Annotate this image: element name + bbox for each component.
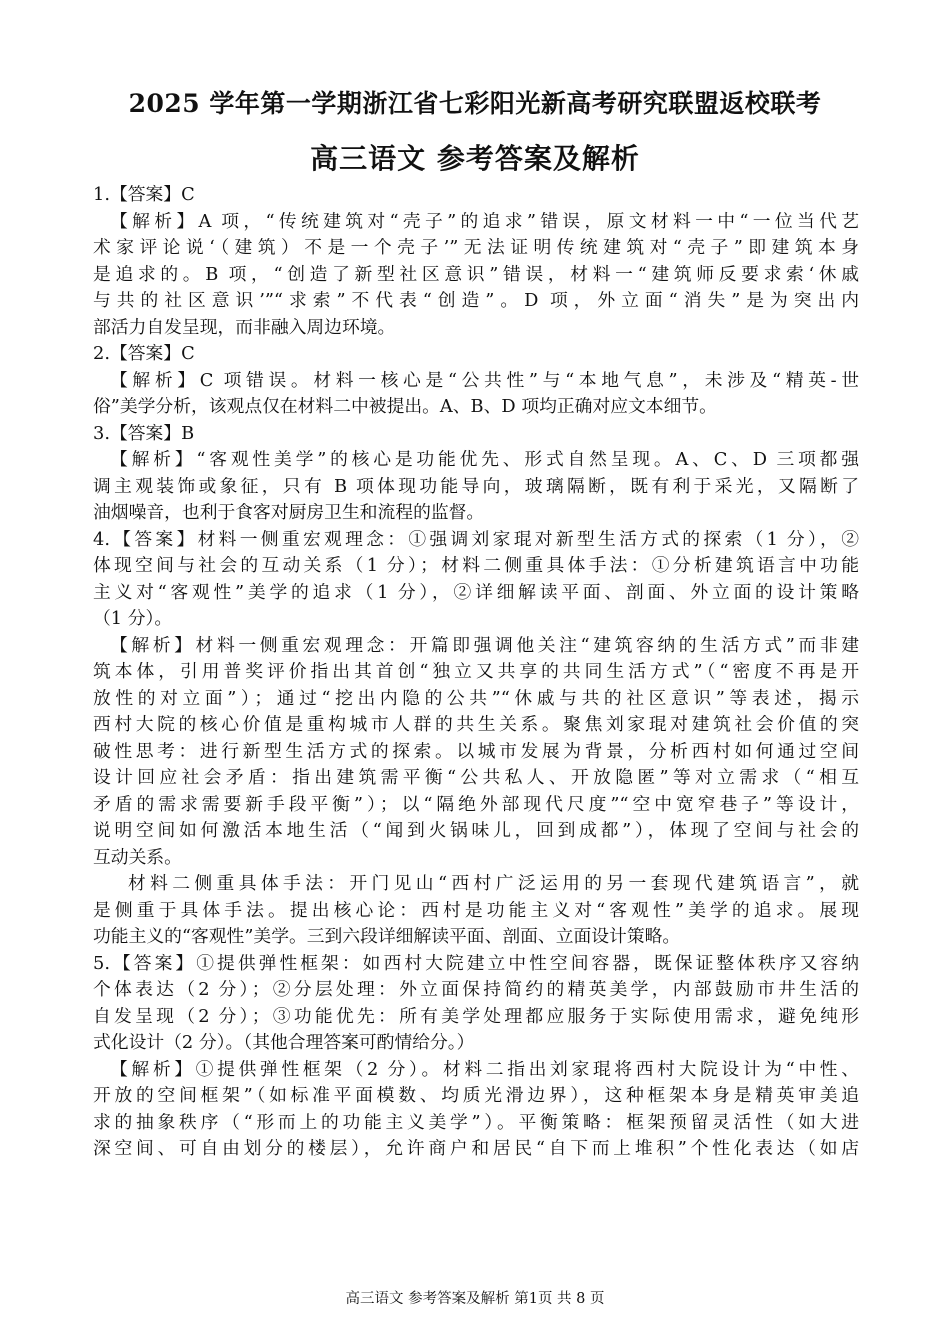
text-line: （1 分）。 [93,608,173,629]
text-line: 术家评论说‘（建筑）不是一个壳子’”无法证明传统建筑对“壳子”即建筑本身 [93,237,859,258]
text-line: 油烟噪音，也利于食客对厨房卫生和流程的监督。 [93,502,485,523]
text-line: 1.【答案】C [93,184,195,205]
text-line: 2.【答案】C [93,343,195,364]
text-line: 部活力自发呈现，而非融入周边环境。 [93,316,396,338]
text-line: 设计回应社会矛盾：指出建筑需平衡“公共私人、开放隐匿”等对立需求（“相互 [93,767,859,788]
text-line: 主义对“客观性”美学的追求（1 分），②详细解读平面、剖面、外立面的设计策略 [93,581,859,603]
text-line: 说明空间如何激活本地生活（“闻到火锅味儿，回到成都”），体现了空间与社会的 [93,820,859,841]
text-line: 与共的社区意识’”“求索”不代表“创造”。D 项，外立面“消失”是为突出内 [93,290,859,311]
text-line: 是侧重于具体手法。提出核心论：西村是功能主义对“客观性”美学的追求。展现 [93,899,859,921]
text-line: 5.【答案】①提供弹性框架：如西村大院建立中性空间容器，既保证整体秩序又容纳 [93,952,859,974]
text-line: 个体表达（2 分）；②分层处理：外立面保持简约的精英美学，内部鼓励市井生活的 [93,979,859,1000]
text-line: 功能主义的“客观性”美学。三到六段详细解读平面、剖面、立面设计策略。 [93,926,681,947]
document-title: 2025 学年第一学期浙江省七彩阳光新高考研究联盟返校联考 [128,89,822,118]
page-footer: 高三语文 参考答案及解析 第1页 共 8 页 [345,1291,605,1307]
text-line: 是追求的。B 项，“创造了新型社区意识”错误，材料一“建筑师反要求索‘休戚 [93,263,859,285]
text-line: 【解析】①提供弹性框架（2 分）。材料二指出刘家琨将西村大院设计为“中性、 [110,1058,859,1080]
document-subtitle: 高三语文 参考答案及解析 [310,142,640,175]
text-line: 调主观装饰或象征，只有 B 项体现功能导向，玻璃隔断，既有利于采光，又隔断了 [93,475,859,497]
text-line: 4.【答案】材料一侧重宏观理念：①强调刘家琨对新型生活方式的探索（1 分），② [93,528,859,550]
text-line: 矛盾的需求需要新手段平衡”）；以“隔绝外部现代尺度”“空中宽窄巷子”等设计， [93,793,859,815]
text-line: 【解析】A 项，“传统建筑对“壳子”的追求”错误，原文材料一中“一位当代艺 [110,210,859,232]
text-line: 【解析】材料一侧重宏观理念：开篇即强调他关注“建筑容纳的生活方式”而非建 [110,634,859,656]
text-line: 开放的空间框架”（如标准平面模数、均质光滑边界），这种框架本身是精英审美追 [93,1085,859,1106]
text-line: 求的抽象秩序（“形而上的功能主义美学”）。平衡策略：框架预留灵活性（如大进 [93,1111,859,1133]
text-line: 西村大院的核心价值是重构城市人群的共生关系。聚焦刘家琨对建筑社会价值的突 [93,714,859,735]
text-line: 体现空间与社会的互动关系（1 分）；材料二侧重具体手法：①分析建筑语言中功能 [93,555,859,576]
text-line: 3.【答案】B [93,422,195,444]
text-line: 破性思考：进行新型生活方式的探索。以城市发展为背景，分析西村如何通过空间 [93,740,859,762]
text-line: 筑本体，引用普奖评价指出其首创“独立又共享的共同生活方式”（“密度不再是开 [93,661,859,682]
text-line: 材料二侧重具体手法：开门见山“西村广泛运用的另一套现代建筑语言”，就 [128,873,859,894]
text-line: 自发呈现（2 分）；③功能优先：所有美学处理都应服务于实际使用需求，避免纯形 [93,1005,859,1027]
text-line: 【解析】“客观性美学”的核心是功能优先、形式自然呈现。A、C、D 三项都强 [110,449,859,470]
answer-content [93,182,859,1163]
text-line: 深空间、可自由划分的楼层），允许商户和居民“自下而上堆积”个性化表达（如店 [93,1138,859,1159]
text-line: 式化设计（2 分）。（其他合理答案可酌情给分。） [93,1032,475,1053]
text-line: 放性的对立面”）；通过“挖出内隐的公共”“休戚与共的社区意识”等表述，揭示 [93,687,859,709]
text-line: 俗”美学分析，该观点仅在材料二中被提出。A、B、D 项均正确对应文本细节。 [93,396,717,417]
text-line: 【解析】C 项错误。材料一核心是“公共性”与“本地气息”，未涉及“精英-世 [110,369,859,391]
text-line: 互动关系。 [93,846,182,868]
